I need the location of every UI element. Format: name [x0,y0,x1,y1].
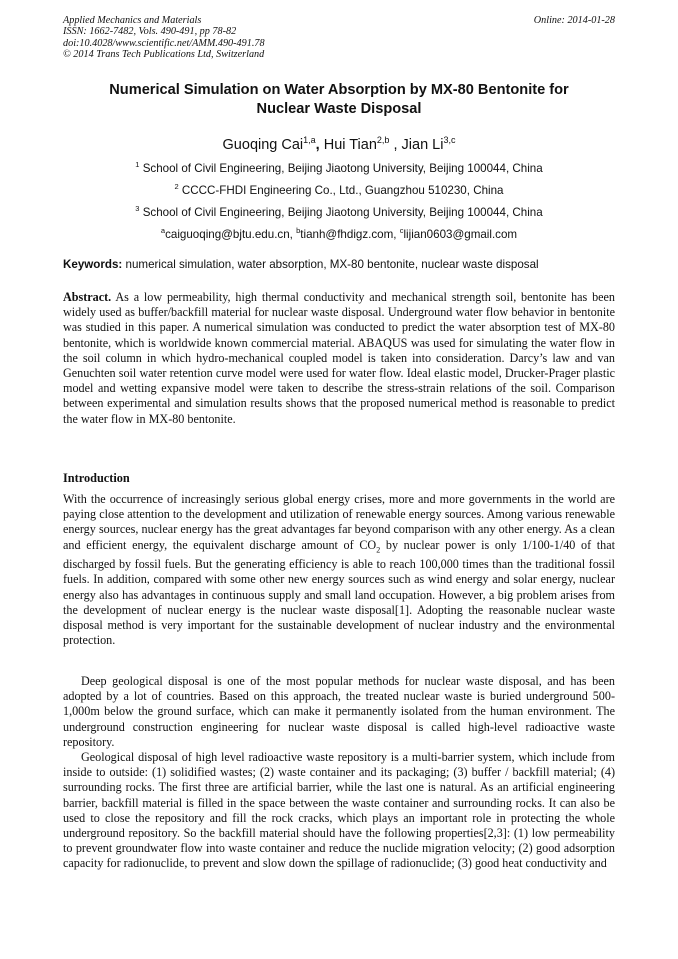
intro-heading: Introduction [63,471,130,485]
author-name: Guoqing Cai [222,136,304,153]
abstract-label: Abstract. [63,290,112,304]
subscript: 2 [376,545,381,555]
abstract [63,290,615,427]
text: by nuclear power is only 1/100-1/40 of that discharged by fossil fuels. But the generating efficiency is able to reach 100,000 times than the traditional fossil fuels. In addition, compared with some other new energy sources such as wind energy and solar energy, nuclear energy also has advantages in continuous supply and small land occupation. However, a big problem arises from the development of nuclear energy is the nuclear waste disposal[1]. Adopting the reasonable nuclear waste disposal method is very important for the sustainable development of nuclear industry and the environmental protection. [63,537,616,648]
keywords [63,258,615,272]
intro-paragraph-2: Deep geological disposal is one of the most popular methods for nuclear waste disposal, and has been adopted by a lot of countries. Based on this approach, the treated nuclear waste is buried underground 500-1,000m below the ground surface, which can make it permanently isolated from the human environment. The underground construction engineering for nuclear waste disposal is called high-level radioactive waste repository. [63,674,615,749]
affiliation-sup: 1 [135,160,140,169]
author-list: Guoqing Cai$^{1,a}$, Hui Tian$^{2,b}$ , Jian Li$^{3,c}$ [222,135,456,153]
journal-name: Applied Mechanics and Materials [63,15,202,26]
keywords-text: numerical simulation, water absorption, MX-80 bentonite, nuclear waste disposal [125,258,539,271]
email-link[interactable]: tianh@fhdigz.com, [300,227,397,241]
author-sup: 2,b [376,135,390,145]
author-name: Hui Tian [323,136,377,153]
journal-header [63,15,615,61]
email-sup: b [296,226,301,235]
affiliation-1 [63,158,615,176]
author-sup: 3,c [443,135,456,145]
intro-paragraph-1 [63,492,615,648]
intro-paragraph-3: Geological disposal of high level radioactive waste repository is a multi-barrier system, which include from inside to outside: (1) solidified wastes; (2) waste container and its packaging; (3) buffer / backfill material; (4) surrounding rocks. The first three are artificial barrier, while the last one is natural. As an artificial engineering barrier, backfill material is filled in the space between the waste container and surrounding rocks. It can also be used to close the repository and fill the rock cracks, which plays an important role in protecting the whole underground repository. So the backfill material should have the following properties[2,3]: (1) low permeability to prevent groundwater flow into waste container and reduce the nuclide migration velocity; (2) good adsorption capacity for radionuclide, to prevent and slow down the spillage of radionuclide; (3) good heat conductivity and [63,750,615,871]
affiliation-sup: 2 [174,182,179,191]
affiliation-sup: 3 [135,204,140,213]
title-line-2: Nuclear Waste Disposal [256,101,422,117]
keywords-label: Keywords: [63,258,123,271]
affiliation-text: School of Civil Engineering, Beijing Jiaotong University, Beijing 100044, China [142,205,543,219]
copyright-line: © 2014 Trans Tech Publications Ltd, Switzerland [63,49,265,61]
author-sup: 1,a [303,135,316,145]
email-link[interactable]: caiguoqing@bjtu.edu.cn, [165,227,293,241]
email-sup: a [160,226,166,235]
title-line-1: Numerical Simulation on Water Absorption by MX-80 Bentonite for [109,82,569,98]
affiliation-2 [63,180,615,198]
paper-title [63,81,615,119]
affiliation-text: School of Civil Engineering, Beijing Jiaotong University, Beijing 100044, China [142,161,543,175]
online-date: Online: 2014-01-28 [533,15,615,26]
affiliation-3 [63,202,615,220]
email-link[interactable]: lijian0603@gmail.com [403,227,518,241]
affiliation-text: CCCC-FHDI Engineering Co., Ltd., Guangzhou 510230, China [181,183,504,197]
issn-line: ISSN: 1662-7482, Vols. 490-491, pp 78-82 [63,26,237,38]
text: With the occurrence of increasingly serious global energy crises, more and more governments in the world are paying close attention to the development and utilization of renewable energy sources. Among various renewable energy sources, nuclear energy has the great advantages far beyond comparison with any other energy. As a clean and efficient energy, the equivalent discharge amount of CO [63,492,615,552]
doi-line: doi:10.4028/www.scientific.net/AMM.490-491.78 [63,37,265,49]
email-sup: c [399,226,404,235]
abstract-text: As a low permeability, high thermal conductivity and mechanical strength soil, bentonite has been widely used as buffer/backfill material for nuclear waste disposal. Underground water flow behavior in bentonite was studied in this paper. A numerical simulation was conducted to predict the water absorption test of MX-80 bentonite, which is worldwide known commercial material. ABAQUS was used for simulating the water flow in the soil column in which hydro-mechanical coupled model is taken into consideration. Darcy’s law and van Genuchten soil water retention curve model were used for water flow. Ideal elastic model, Drucker-Prager plastic model and wetting expansive model were taken to describe the stress-strain relations of the soil. Comparison between experimental and simulation results shows that the proposed numerical method is reasonable to predict the water flow in MX-80 bentonite. [63,290,615,426]
email-line [63,224,615,242]
author-name: Jian Li [401,136,444,153]
